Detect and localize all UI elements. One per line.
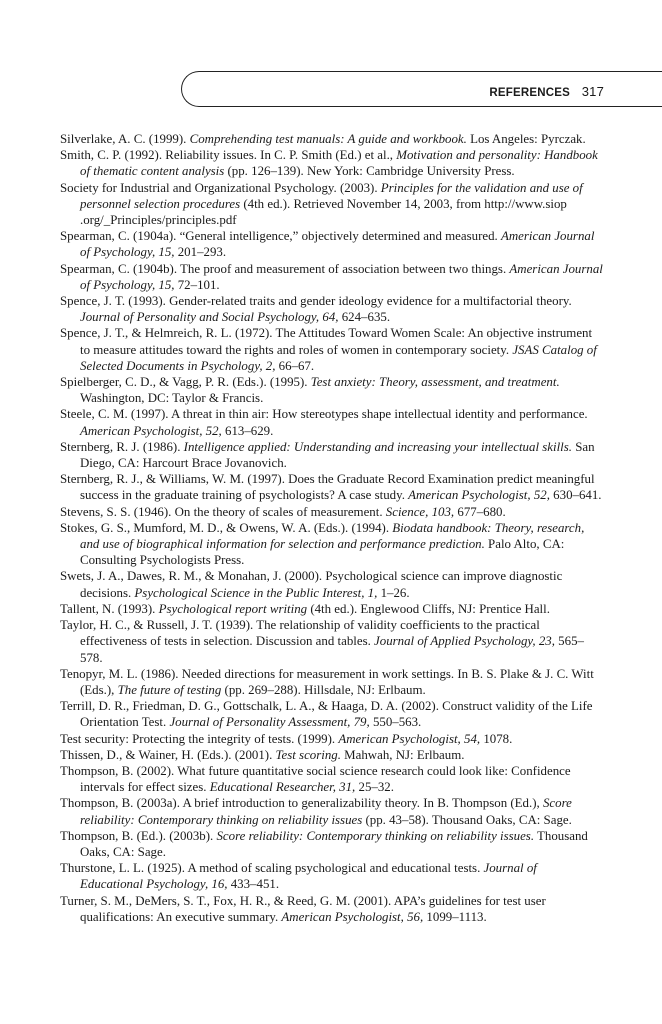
reference-entry: [60, 617, 603, 666]
reference-title-italic: Psychological report writing: [158, 601, 308, 616]
reference-text: Spearman, C. (1904a). “General intelligence,” objectively determined and measured.: [60, 229, 501, 244]
reference-entry: [60, 520, 603, 569]
reference-title-italic: JSAS Catalog of Selected Documents in Psychology, 2,: [80, 342, 597, 373]
reference-title-italic: Journal of Applied Psychology, 23,: [374, 634, 555, 649]
reference-text: 433–451.: [227, 877, 280, 892]
reference-entry: [60, 763, 603, 795]
reference-text: Spearman, C. (1904b). The proof and measurement of association between two things.: [60, 261, 510, 276]
reference-text: Spence, J. T. (1993). Gender-related traits and gender ideology evidence for a multifactorial theory.: [60, 294, 572, 309]
reference-title-italic: Principles for the validation and use of personnel selection procedures: [80, 180, 583, 211]
reference-entry: [60, 893, 603, 925]
reference-title-italic: Journal of Educational Psychology, 16,: [80, 861, 537, 892]
reference-text: Palo Alto, CA: Consulting Psychologists Press.: [80, 537, 565, 568]
reference-entry: [60, 504, 603, 520]
reference-text: 72–101.: [174, 277, 220, 292]
reference-text: Sternberg, R. J., & Williams, W. M. (1997). Does the Graduate Record Examination predict meaningful success in the graduate training of psychologists? A case study.: [60, 472, 595, 503]
reference-entry: [60, 568, 603, 600]
reference-text: 1099–1113.: [423, 909, 487, 924]
reference-list: [60, 131, 603, 925]
reference-text: Mahwah, NJ: Erlbaum.: [340, 747, 465, 762]
reference-title-italic: American Psychologist, 56,: [281, 909, 424, 924]
reference-text: Thompson, B. (Ed.). (2003b).: [60, 828, 217, 843]
reference-entry: [60, 795, 603, 827]
reference-text: Tenopyr, M. L. (1986). Needed directions for measurement in work settings. In B. S. Plake & J. C. Witt (Eds.),: [60, 666, 594, 697]
reference-text: Thurstone, L. L. (1925). A method of scaling psychological and educational tests.: [60, 861, 484, 876]
reference-text: Test security: Protecting the integrity of tests. (1999).: [60, 731, 339, 746]
reference-text: 613–629.: [221, 423, 274, 438]
reference-text: Washington, DC: Taylor & Francis.: [80, 391, 264, 406]
reference-title-italic: American Psychologist, 52,: [80, 423, 222, 438]
reference-text: Spence, J. T., & Helmreich, R. L. (1972). The Attitudes Toward Women Scale: An objective instrument to measure attitudes toward the rights and roles of women in contemporary society.: [60, 326, 593, 357]
reference-title-italic: The future of testing: [117, 682, 222, 697]
reference-text: 630–641.: [549, 488, 602, 503]
reference-text: Stevens, S. S. (1946). On the theory of scales of measurement.: [60, 504, 386, 519]
reference-text: 550–563.: [369, 715, 422, 730]
reference-text: Tallent, N. (1993).: [60, 601, 159, 616]
reference-text: Swets, J. A., Dawes, R. M., & Monahan, J. (2000). Psychological science can improve diagnostic decisions.: [60, 569, 563, 600]
reference-entry: [60, 731, 603, 747]
reference-text: Spielberger, C. D., & Vagg, P. R. (Eds.). (1995).: [60, 375, 311, 390]
reference-text: Steele, C. M. (1997). A threat in thin air: How stereotypes shape intellectual identity and performance.: [60, 407, 588, 422]
reference-title-italic: Score reliability: Contemporary thinking on reliability issues: [80, 796, 572, 827]
reference-entry: [60, 131, 603, 147]
reference-entry: [60, 747, 603, 763]
reference-text: 1078.: [480, 731, 513, 746]
reference-text: (pp. 43–58). Thousand Oaks, CA: Sage.: [362, 812, 572, 827]
reference-text: 565–578.: [80, 634, 584, 665]
reference-title-italic: American Psychologist, 54,: [338, 731, 481, 746]
reference-title-italic: Motivation and personality: Handbook of thematic content analysis: [80, 148, 598, 179]
reference-title-italic: American Psychologist, 52,: [408, 488, 550, 503]
reference-entry: [60, 828, 603, 860]
reference-entry: [60, 147, 603, 179]
reference-text: Los Angeles: Pyrczak.: [466, 132, 586, 146]
reference-entry: [60, 698, 603, 730]
reference-entry: [60, 666, 603, 698]
reference-text: Turner, S. M., DeMers, S. T., Fox, H. R., & Reed, G. M. (2001). APA’s guidelines for test user qualifications: An executive summary.: [60, 893, 546, 924]
reference-title-italic: Educational Researcher, 31,: [209, 780, 356, 795]
reference-text: 1–26.: [377, 585, 410, 600]
reference-title-italic: Science, 103,: [385, 504, 455, 519]
reference-entry: [60, 471, 603, 503]
running-header: [489, 84, 604, 99]
reference-text: (4th ed.). Retrieved November 14, 2003, from http://www.siop .org/_Principles/principles.pdf: [80, 196, 567, 228]
reference-title-italic: American Journal of Psychology, 15,: [80, 229, 595, 260]
reference-text: San Diego, CA: Harcourt Brace Jovanovich.: [80, 439, 595, 471]
reference-text: Smith, C. P. (1992). Reliability issues. In C. P. Smith (Ed.) et al.,: [60, 148, 397, 163]
reference-text: Thompson, B. (2003a). A brief introduction to generalizability theory. In B. Thompson (Ed.),: [60, 796, 543, 811]
reference-text: (pp. 269–288). Hillsdale, NJ: Erlbaum.: [221, 682, 426, 697]
reference-title-italic: Journal of Personality Assessment, 79,: [169, 715, 370, 730]
reference-text: 624–635.: [338, 310, 391, 325]
reference-title-italic: Biodata handbook: Theory, research, and use of biographical information for selection and performance prediction.: [80, 520, 585, 552]
reference-entry: [60, 180, 603, 229]
reference-entry: [60, 374, 603, 406]
reference-title-italic: Test anxiety: Theory, assessment, and treatment.: [310, 375, 560, 390]
reference-text: 66–67.: [275, 358, 315, 373]
reference-text: (pp. 126–139). New York: Cambridge University Press.: [224, 164, 515, 179]
reference-entry: [60, 601, 603, 617]
reference-entry: [60, 261, 603, 293]
reference-text: Sternberg, R. J. (1986).: [60, 439, 184, 454]
reference-entry: [60, 860, 603, 892]
reference-title-italic: American Journal of Psychology, 15,: [80, 261, 603, 292]
reference-entry: [60, 228, 603, 260]
reference-title-italic: Test scoring.: [275, 747, 341, 762]
reference-text: 25–32.: [355, 780, 394, 795]
reference-title-italic: Psychological Science in the Public Interest, 1,: [134, 585, 378, 600]
reference-text: Silverlake, A. C. (1999).: [60, 132, 190, 146]
reference-entry: [60, 406, 603, 438]
reference-text: (4th ed.). Englewood Cliffs, NJ: Prentice Hall.: [307, 601, 550, 616]
reference-text: 677–680.: [454, 504, 506, 519]
reference-text: Stokes, G. S., Mumford, M. D., & Owens, W. A. (Eds.). (1994).: [60, 520, 393, 535]
section-title: REFERENCES: [489, 87, 571, 99]
reference-entry: [60, 325, 603, 374]
reference-title-italic: Comprehending test manuals: A guide and workbook.: [189, 132, 467, 146]
reference-text: 201–293.: [174, 245, 227, 260]
reference-entry: [60, 439, 603, 471]
reference-title-italic: Journal of Personality and Social Psychology, 64,: [80, 310, 339, 325]
reference-text: Terrill, D. R., Friedman, D. G., Gottschalk, L. A., & Haaga, D. A. (2002). Construct validity of the Life Orientation Test.: [60, 699, 593, 730]
reference-text: Society for Industrial and Organizational Psychology. (2003).: [60, 180, 381, 195]
reference-title-italic: Intelligence applied: Understanding and increasing your intellectual skills.: [183, 439, 572, 454]
reference-text: Thompson, B. (2002). What future quantitative social science research could look like: Confidence intervals for effect sizes.: [60, 763, 571, 795]
reference-entry: [60, 293, 603, 325]
reference-text: Taylor, H. C., & Russell, J. T. (1939). The relationship of validity coefficients to the practical effectiveness of tests in selection. Discussion and tables.: [60, 618, 540, 649]
page-number: 317: [581, 84, 604, 99]
reference-text: Thissen, D., & Wainer, H. (Eds.). (2001).: [60, 747, 276, 762]
reference-title-italic: Score reliability: Contemporary thinking on reliability issues.: [216, 828, 535, 843]
reference-text: Thousand Oaks, CA: Sage.: [80, 828, 588, 859]
